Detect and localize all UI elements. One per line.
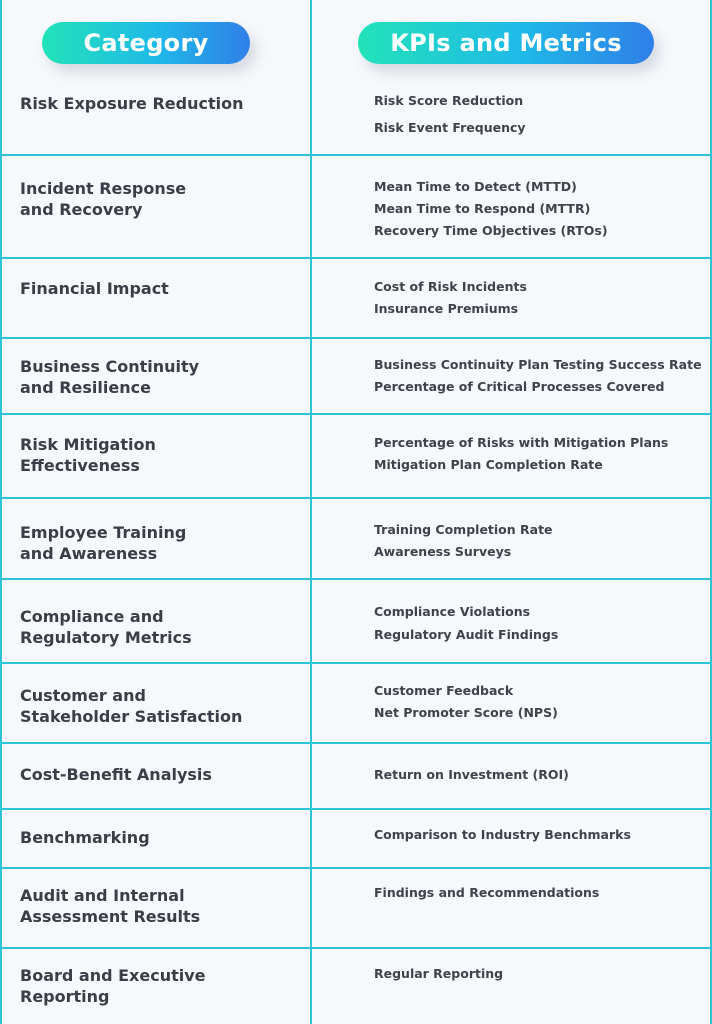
row-category: Audit and Internal Assessment Results: [20, 886, 201, 926]
kpi-item: Insurance Premiums: [374, 301, 519, 316]
kpi-item: Risk Score Reduction: [374, 93, 524, 108]
kpi-item: Cost of Risk Incidents: [374, 279, 527, 294]
table-row: [2, 808, 710, 867]
row-category: Incident Response and Recovery: [20, 179, 187, 219]
row-category: Employee Training and Awareness: [20, 523, 187, 563]
kpi-item: Compliance Violations: [374, 604, 531, 619]
kpis-header-pill: KPIs and Metrics: [358, 22, 654, 64]
kpi-item: Recovery Time Objectives (RTOs): [374, 223, 608, 238]
kpi-item: Mitigation Plan Completion Rate: [374, 457, 603, 472]
kpi-item: Awareness Surveys: [374, 544, 512, 559]
row-category: Benchmarking: [20, 828, 150, 847]
kpi-item: Percentage of Critical Processes Covered: [374, 379, 665, 394]
kpi-item: Business Continuity Plan Testing Success Rate: [374, 357, 702, 372]
table-row: [2, 337, 710, 413]
kpi-item: Customer Feedback: [374, 683, 514, 698]
row-category: Business Continuity and Resilience: [20, 357, 200, 397]
kpi-item: Mean Time to Detect (MTTD): [374, 179, 577, 194]
row-category: Board and Executive Reporting: [20, 966, 206, 1006]
table-row: [2, 662, 710, 742]
category-header-pill: Category: [42, 22, 250, 64]
table-row: [2, 867, 710, 947]
table-row: [2, 257, 710, 337]
table-row: [2, 413, 710, 497]
row-category: Compliance and Regulatory Metrics: [20, 607, 192, 647]
row-category: Financial Impact: [20, 279, 169, 298]
kpi-item: Regulatory Audit Findings: [374, 627, 559, 642]
table-row: [2, 497, 710, 578]
kpi-item: Net Promoter Score (NPS): [374, 705, 558, 720]
kpi-item: Regular Reporting: [374, 966, 504, 981]
table-row: [2, 154, 710, 257]
table-row: [2, 0, 710, 154]
kpi-item: Mean Time to Respond (MTTR): [374, 201, 591, 216]
kpi-item: Training Completion Rate: [374, 522, 553, 537]
row-category: Risk Mitigation Effectiveness: [20, 435, 156, 475]
kpi-item: Return on Investment (ROI): [374, 767, 569, 782]
table-row: [2, 742, 710, 808]
kpi-item: Findings and Recommendations: [374, 885, 600, 900]
kpi-item: Risk Event Frequency: [374, 120, 526, 135]
row-category: Cost-Benefit Analysis: [20, 765, 212, 784]
table-row: [2, 578, 710, 662]
row-category: Customer and Stakeholder Satisfaction: [20, 686, 243, 726]
kpi-item: Comparison to Industry Benchmarks: [374, 827, 631, 842]
kpi-item: Percentage of Risks with Mitigation Plans: [374, 435, 669, 450]
row-category: Risk Exposure Reduction: [20, 94, 244, 113]
table-row: [2, 947, 710, 1024]
